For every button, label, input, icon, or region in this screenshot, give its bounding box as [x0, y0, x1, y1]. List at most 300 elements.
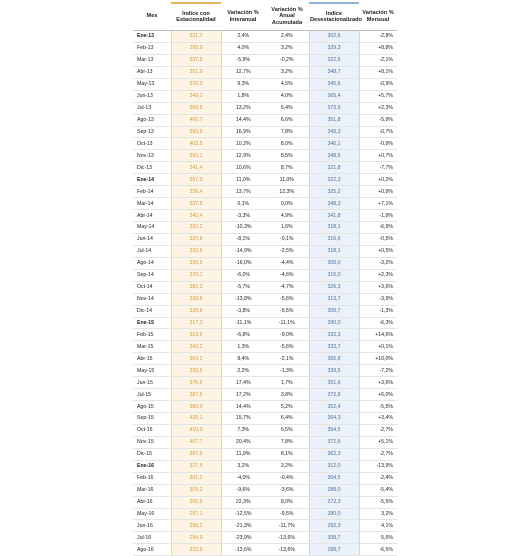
cell-variacion-anual-acumulada: -11,7% [265, 520, 309, 532]
header-indice-estacionalidad: Indice con Estacionalidad [171, 3, 221, 31]
cell-variacion-interanual: 11,0% [221, 174, 265, 186]
cell-variacion-mensual: +6,0% [359, 389, 397, 401]
cell-indice-estacionalidad: 393,1 [171, 150, 221, 162]
cell-variacion-anual-acumulada: -5,6% [265, 341, 309, 353]
cell-variacion-interanual: 8,4% [221, 353, 265, 365]
cell-indice-estacionalidad: 327,5 [171, 460, 221, 472]
cell-variacion-mensual: -1,9% [359, 210, 397, 222]
cell-variacion-anual-acumulada: 2,4% [265, 31, 309, 43]
header-variacion-mensual: Variación % Mensual [359, 3, 397, 31]
cell-indice-estacionalidad: 341,4 [171, 162, 221, 174]
cell-variacion-mensual: -2,1% [359, 54, 397, 66]
table-row [133, 460, 397, 472]
cell-mes: Ene-15 [133, 317, 171, 329]
cell-mes: Jul-16 [133, 532, 171, 544]
cell-variacion-interanual: -13,8% [221, 293, 265, 305]
cell-variacion-anual-acumulada: 7,8% [265, 126, 309, 138]
cell-indice-desestacionalizado: 341,8 [309, 210, 359, 222]
table-row [133, 448, 397, 460]
cell-variacion-anual-acumulada: 6,5% [265, 424, 309, 436]
cell-variacion-anual-acumulada: 8,0% [265, 496, 309, 508]
table-row [133, 281, 397, 293]
cell-indice-estacionalidad: 294,9 [171, 532, 221, 544]
cell-indice-desestacionalizado: 373,9 [309, 102, 359, 114]
table-row [133, 389, 397, 401]
cell-variacion-interanual: 10,2% [221, 138, 265, 150]
cell-indice-desestacionalizado: 326,3 [309, 281, 359, 293]
cell-indice-desestacionalizado: 348,5 [309, 150, 359, 162]
cell-indice-estacionalidad: 410,3 [171, 424, 221, 436]
cell-indice-desestacionalizado: 351,8 [309, 114, 359, 126]
cell-variacion-interanual: -8,1% [221, 233, 265, 245]
cell-indice-desestacionalizado: 272,3 [309, 496, 359, 508]
table-row [133, 222, 397, 234]
cell-indice-desestacionalizado: 346,1 [309, 138, 359, 150]
cell-variacion-anual-acumulada: 6,4% [265, 413, 309, 425]
cell-variacion-mensual: +0,9% [359, 186, 397, 198]
cell-variacion-anual-acumulada: -0,1% [265, 233, 309, 245]
table-row [133, 401, 397, 413]
cell-variacion-interanual: -3,8% [221, 305, 265, 317]
cell-variacion-interanual: -4,0% [221, 472, 265, 484]
table-row [133, 293, 397, 305]
cell-mes: Abr-14 [133, 210, 171, 222]
cell-variacion-mensual: +3,6% [359, 281, 397, 293]
cell-variacion-anual-acumulada: -5,5% [265, 305, 309, 317]
cell-mes: Mar-16 [133, 484, 171, 496]
cell-variacion-mensual: -1,3% [359, 305, 397, 317]
cell-variacion-anual-acumulada: 1,6% [265, 222, 309, 234]
cell-variacion-interanual: -16,0% [221, 257, 265, 269]
cell-variacion-mensual: -7,7% [359, 162, 397, 174]
cell-mes: Jul-15 [133, 389, 171, 401]
cell-variacion-anual-acumulada: -2,1% [265, 353, 309, 365]
table-row [133, 78, 397, 90]
cell-variacion-mensual: +8,1% [359, 66, 397, 78]
cell-variacion-interanual: 12,7% [221, 66, 265, 78]
cell-mes: Ago-14 [133, 257, 171, 269]
cell-variacion-interanual: 13,2% [221, 102, 265, 114]
cell-variacion-interanual: 13,7% [221, 186, 265, 198]
cell-variacion-mensual: +3,4% [359, 413, 397, 425]
table-row [133, 436, 397, 448]
cell-mes: Oct-14 [133, 281, 171, 293]
table-row [133, 210, 397, 222]
cell-indice-estacionalidad: 339,5 [171, 365, 221, 377]
cell-variacion-anual-acumulada: -11,1% [265, 317, 309, 329]
cell-mes: Dic-13 [133, 162, 171, 174]
cell-variacion-mensual: -0,9% [359, 138, 397, 150]
cell-variacion-mensual: +2,3% [359, 102, 397, 114]
cell-indice-desestacionalizado: 308,7 [309, 532, 359, 544]
cell-indice-desestacionalizado: 288,7 [309, 544, 359, 556]
cell-variacion-mensual: -2,8% [359, 31, 397, 43]
cell-indice-estacionalidad: 332,2 [171, 222, 221, 234]
cell-indice-desestacionalizado: 308,0 [309, 257, 359, 269]
cell-variacion-anual-acumulada: 8,0% [265, 138, 309, 150]
cell-variacion-mensual: -6,9% [359, 222, 397, 234]
cell-variacion-interanual: 10,6% [221, 162, 265, 174]
cell-indice-desestacionalizado: 325,2 [309, 186, 359, 198]
cell-mes: Mar-15 [133, 341, 171, 353]
table-row [133, 269, 397, 281]
cell-indice-estacionalidad: 337,5 [171, 54, 221, 66]
cell-indice-estacionalidad: 382,3 [171, 281, 221, 293]
cell-variacion-mensual: -13,9% [359, 460, 397, 472]
cell-mes: Ene-13 [133, 31, 171, 43]
cell-indice-estacionalidad: 336,5 [171, 257, 221, 269]
cell-variacion-anual-acumulada: -4,7% [265, 281, 309, 293]
table-body [133, 31, 397, 556]
cell-variacion-anual-acumulada: -4,4% [265, 257, 309, 269]
cell-mes: Ene-14 [133, 174, 171, 186]
cell-indice-estacionalidad: 387,5 [171, 389, 221, 401]
table-row [133, 114, 397, 126]
cell-mes: Ago-15 [133, 401, 171, 413]
cell-indice-desestacionalizado: 288,0 [309, 484, 359, 496]
cell-variacion-anual-acumulada: 4,9% [265, 210, 309, 222]
cell-indice-desestacionalizado: 321,8 [309, 162, 359, 174]
cell-variacion-interanual: -12,5% [221, 508, 265, 520]
cell-indice-desestacionalizado: 315,0 [309, 269, 359, 281]
cell-variacion-interanual: 12,9% [221, 150, 265, 162]
cell-indice-estacionalidad: 407,7 [171, 436, 221, 448]
cell-mes: Jun-16 [133, 520, 171, 532]
cell-indice-desestacionalizado: 339,5 [309, 365, 359, 377]
table-row [133, 317, 397, 329]
cell-variacion-mensual: -5,5% [359, 496, 397, 508]
table-row [133, 126, 397, 138]
table-row [133, 162, 397, 174]
cell-variacion-anual-acumulada: 3,2% [265, 66, 309, 78]
cell-mes: Ago-16 [133, 544, 171, 556]
cell-indice-desestacionalizado: 332,3 [309, 329, 359, 341]
cell-mes: May-15 [133, 365, 171, 377]
cell-indice-desestacionalizado: 318,1 [309, 222, 359, 234]
cell-variacion-interanual: 22,3% [221, 496, 265, 508]
cell-variacion-mensual: -0,7% [359, 126, 397, 138]
cell-indice-desestacionalizado: 292,3 [309, 520, 359, 532]
cell-variacion-mensual: -5,5% [359, 401, 397, 413]
cell-indice-estacionalidad: 385,0 [171, 401, 221, 413]
cell-indice-desestacionalizado: 349,3 [309, 126, 359, 138]
cell-mes: Feb-16 [133, 472, 171, 484]
cell-variacion-interanual: 1,3% [221, 341, 265, 353]
cell-variacion-anual-acumulada: 11,0% [265, 174, 309, 186]
cell-indice-desestacionalizado: 313,7 [309, 293, 359, 305]
cell-indice-estacionalidad: 301,2 [171, 472, 221, 484]
cell-variacion-interanual: -10,3% [221, 222, 265, 234]
cell-indice-desestacionalizado: 345,6 [309, 78, 359, 90]
cell-indice-desestacionalizado: 364,3 [309, 413, 359, 425]
cell-mes: Oct-13 [133, 138, 171, 150]
cell-indice-estacionalidad: 332,8 [171, 544, 221, 556]
cell-variacion-anual-acumulada: -2,5% [265, 245, 309, 257]
cell-variacion-mensual: -7,2% [359, 365, 397, 377]
cell-indice-estacionalidad: 403,5 [171, 138, 221, 150]
cell-indice-estacionalidad: 206,6 [171, 496, 221, 508]
cell-indice-estacionalidad: 428,1 [171, 413, 221, 425]
cell-variacion-interanual: 11,9% [221, 448, 265, 460]
header-row [133, 3, 397, 31]
cell-indice-estacionalidad: 357,0 [171, 174, 221, 186]
cell-variacion-mensual: +3,6% [359, 377, 397, 389]
cell-indice-desestacionalizado: 332,7 [309, 341, 359, 353]
table-row [133, 102, 397, 114]
cell-variacion-mensual: -6,3% [359, 317, 397, 329]
cell-variacion-mensual: +14,6% [359, 329, 397, 341]
cell-variacion-interanual: -11,1% [221, 317, 265, 329]
cell-variacion-anual-acumulada: 4,5% [265, 78, 309, 90]
header-mes: Mes [133, 3, 171, 31]
table-row [133, 198, 397, 210]
table-row [133, 532, 397, 544]
cell-indice-desestacionalizado: 348,3 [309, 198, 359, 210]
table-row [133, 186, 397, 198]
table-row [133, 544, 397, 556]
cell-indice-estacionalidad: 342,2 [171, 341, 221, 353]
cell-variacion-anual-acumulada: -9,0% [265, 329, 309, 341]
cell-variacion-interanual: 20,4% [221, 436, 265, 448]
cell-indice-desestacionalizado: 348,7 [309, 66, 359, 78]
cell-indice-desestacionalizado: 322,3 [309, 174, 359, 186]
cell-indice-estacionalidad: 400,7 [171, 114, 221, 126]
cell-indice-desestacionalizado: 309,7 [309, 305, 359, 317]
cell-mes: Nov-13 [133, 150, 171, 162]
header-indice-desestacionalizado: Indice Desestacionalizado [309, 3, 359, 31]
cell-indice-estacionalidad: 296,2 [171, 520, 221, 532]
cell-variacion-anual-acumulada: -0,2% [265, 54, 309, 66]
table-row [133, 42, 397, 54]
cell-variacion-anual-acumulada: -9,5% [265, 508, 309, 520]
cell-indice-estacionalidad: 313,6 [171, 329, 221, 341]
cell-indice-estacionalidad: 309,2 [171, 484, 221, 496]
cell-mes: Sep-13 [133, 126, 171, 138]
cell-mes: Sep-15 [133, 413, 171, 425]
cell-mes: Ene-16 [133, 460, 171, 472]
table-row [133, 341, 397, 353]
cell-indice-desestacionalizado: 316,6 [309, 233, 359, 245]
table-row [133, 245, 397, 257]
table-row [133, 150, 397, 162]
cell-mes: Jun-15 [133, 377, 171, 389]
cell-variacion-mensual: -5,4% [359, 484, 397, 496]
cell-variacion-interanual: 15,7% [221, 413, 265, 425]
cell-variacion-interanual: 4,0% [221, 42, 265, 54]
cell-mes: Jul-14 [133, 245, 171, 257]
cell-variacion-mensual: 3,2% [359, 508, 397, 520]
cell-variacion-mensual: -0,9% [359, 78, 397, 90]
table-row [133, 496, 397, 508]
table-row [133, 257, 397, 269]
cell-variacion-interanual: 17,4% [221, 377, 265, 389]
table-row [133, 31, 397, 43]
cell-variacion-anual-acumulada: 3,2% [265, 460, 309, 472]
cell-variacion-mensual: +5,1% [359, 436, 397, 448]
cell-variacion-mensual: +0,5% [359, 245, 397, 257]
cell-indice-estacionalidad: 328,8 [171, 305, 221, 317]
cell-variacion-interanual: 14,4% [221, 401, 265, 413]
cell-mes: Dic-15 [133, 448, 171, 460]
cell-mes: Feb-13 [133, 42, 171, 54]
table-row [133, 377, 397, 389]
table-row [133, 353, 397, 365]
cell-indice-estacionalidad: 376,6 [171, 377, 221, 389]
cell-indice-estacionalidad: 330,6 [171, 245, 221, 257]
cell-indice-desestacionalizado: 329,3 [309, 42, 359, 54]
cell-variacion-mensual: +0,2% [359, 174, 397, 186]
cell-variacion-anual-acumulada: 1,7% [265, 377, 309, 389]
cell-indice-estacionalidad: 369,2 [171, 353, 221, 365]
cell-variacion-anual-acumulada: 5,2% [265, 401, 309, 413]
cell-indice-desestacionalizado: 365,8 [309, 353, 359, 365]
cell-indice-estacionalidad: 393,9 [171, 126, 221, 138]
cell-mes: May-14 [133, 222, 171, 234]
table-row [133, 413, 397, 425]
cell-variacion-mensual: 5,6% [359, 532, 397, 544]
table-row [133, 54, 397, 66]
cell-variacion-anual-acumulada: 4,0% [265, 90, 309, 102]
cell-variacion-anual-acumulada: -0,4% [265, 472, 309, 484]
cell-mes: Mar-13 [133, 54, 171, 66]
cell-indice-desestacionalizado: 354,5 [309, 424, 359, 436]
cell-mes: Nov-14 [133, 293, 171, 305]
cell-variacion-interanual: -5,9% [221, 54, 265, 66]
cell-variacion-interanual: -13,6% [221, 544, 265, 556]
cell-indice-estacionalidad: 336,4 [171, 186, 221, 198]
cell-variacion-mensual: +7,1% [359, 198, 397, 210]
cell-variacion-anual-acumulada: 0,0% [265, 198, 309, 210]
cell-variacion-mensual: -3,2% [359, 257, 397, 269]
cell-variacion-interanual: 7,3% [221, 424, 265, 436]
cell-variacion-interanual: 0,1% [221, 198, 265, 210]
cell-indice-estacionalidad: 349,1 [171, 90, 221, 102]
cell-variacion-interanual: 1,8% [221, 90, 265, 102]
cell-mes: Feb-15 [133, 329, 171, 341]
table-row [133, 484, 397, 496]
cell-indice-estacionalidad: 317,3 [171, 317, 221, 329]
cell-variacion-interanual: -3,3% [221, 210, 265, 222]
cell-variacion-mensual: -2,7% [359, 424, 397, 436]
table-row [133, 66, 397, 78]
cell-indice-estacionalidad: 367,6 [171, 448, 221, 460]
header-variacion-anual-acumulada: Variación % Anual Acumulada [265, 3, 309, 31]
cell-variacion-anual-acumulada: -1,3% [265, 365, 309, 377]
table-row [133, 472, 397, 484]
cell-variacion-anual-acumulada: -4,6% [265, 269, 309, 281]
cell-variacion-anual-acumulada: 12,3% [265, 186, 309, 198]
cell-indice-estacionalidad: 337,8 [171, 198, 221, 210]
data-table-container [133, 2, 397, 556]
cell-indice-desestacionalizado: 362,3 [309, 448, 359, 460]
cell-variacion-anual-acumulada: 6,6% [265, 114, 309, 126]
cell-indice-desestacionalizado: 318,1 [309, 245, 359, 257]
cell-mes: Mar-14 [133, 198, 171, 210]
cell-mes: Abr-13 [133, 66, 171, 78]
cell-variacion-anual-acumulada: 8,5% [265, 150, 309, 162]
cell-indice-desestacionalizado: 351,6 [309, 377, 359, 389]
cell-variacion-anual-acumulada: -13,6% [265, 532, 309, 544]
cell-variacion-interanual: 3,2% [221, 460, 265, 472]
table-row [133, 174, 397, 186]
cell-mes: Sep-14 [133, 269, 171, 281]
cell-variacion-interanual: -14,9% [221, 245, 265, 257]
table-row [133, 329, 397, 341]
table-row [133, 365, 397, 377]
cell-mes: Abr-16 [133, 496, 171, 508]
cell-variacion-mensual: -3,9% [359, 293, 397, 305]
cell-variacion-mensual: +8,8% [359, 42, 397, 54]
cell-mes: Ago-13 [133, 114, 171, 126]
cell-indice-desestacionalizado: 312,0 [309, 460, 359, 472]
cell-variacion-anual-acumulada: 8,1% [265, 448, 309, 460]
cell-variacion-anual-acumulada: 5,4% [265, 102, 309, 114]
cell-variacion-anual-acumulada: 8,7% [265, 162, 309, 174]
cell-variacion-interanual: -5,7% [221, 281, 265, 293]
cell-indice-estacionalidad: 340,4 [171, 210, 221, 222]
cell-variacion-anual-acumulada: -13,6% [265, 544, 309, 556]
cell-variacion-interanual: 14,4% [221, 114, 265, 126]
cell-variacion-mensual: -2,4% [359, 472, 397, 484]
cell-variacion-interanual: -6,0% [221, 269, 265, 281]
table-row [133, 138, 397, 150]
cell-variacion-interanual: 17,2% [221, 389, 265, 401]
cell-mes: Dic-14 [133, 305, 171, 317]
cell-variacion-interanual: -6,8% [221, 329, 265, 341]
table-row [133, 508, 397, 520]
cell-indice-desestacionalizado: 322,5 [309, 54, 359, 66]
cell-indice-estacionalidad: 295,9 [171, 42, 221, 54]
cell-variacion-anual-acumulada: -3,6% [265, 484, 309, 496]
cell-indice-desestacionalizado: 352,4 [309, 401, 359, 413]
cell-mes: Jul-13 [133, 102, 171, 114]
cell-mes: Nov-15 [133, 436, 171, 448]
cell-mes: Jun-14 [133, 233, 171, 245]
cell-indice-desestacionalizado: 372,8 [309, 389, 359, 401]
cell-mes: Feb-14 [133, 186, 171, 198]
cell-variacion-mensual: +0,1% [359, 341, 397, 353]
cell-indice-estacionalidad: 368,8 [171, 102, 221, 114]
table-row [133, 233, 397, 245]
cell-variacion-anual-acumulada: -5,6% [265, 293, 309, 305]
cell-mes: Abr-15 [133, 353, 171, 365]
cell-mes: May-13 [133, 78, 171, 90]
cell-variacion-interanual: 16,9% [221, 126, 265, 138]
cell-indice-estacionalidad: 320,8 [171, 233, 221, 245]
cell-indice-desestacionalizado: 365,4 [309, 90, 359, 102]
cell-variacion-interanual: 2,4% [221, 31, 265, 43]
cell-variacion-interanual: -23,9% [221, 532, 265, 544]
cell-indice-estacionalidad: 370,1 [171, 269, 221, 281]
cell-variacion-mensual: +0,7% [359, 150, 397, 162]
cell-indice-desestacionalizado: 304,5 [309, 472, 359, 484]
cell-mes: May-16 [133, 508, 171, 520]
cell-variacion-anual-acumulada: 3,2% [265, 42, 309, 54]
table-row [133, 90, 397, 102]
cell-variacion-mensual: -2,7% [359, 448, 397, 460]
cell-variacion-mensual: -5,9% [359, 114, 397, 126]
table-row [133, 520, 397, 532]
cell-variacion-mensual: -6,5% [359, 544, 397, 556]
cell-indice-desestacionalizado: 302,6 [309, 31, 359, 43]
cell-indice-estacionalidad: 370,3 [171, 78, 221, 90]
cell-indice-estacionalidad: 351,9 [171, 66, 221, 78]
cell-variacion-interanual: -9,6% [221, 484, 265, 496]
cell-variacion-mensual: -0,5% [359, 233, 397, 245]
indices-table [133, 2, 397, 556]
cell-mes: Oct-15 [133, 424, 171, 436]
cell-variacion-anual-acumulada: 7,8% [265, 436, 309, 448]
